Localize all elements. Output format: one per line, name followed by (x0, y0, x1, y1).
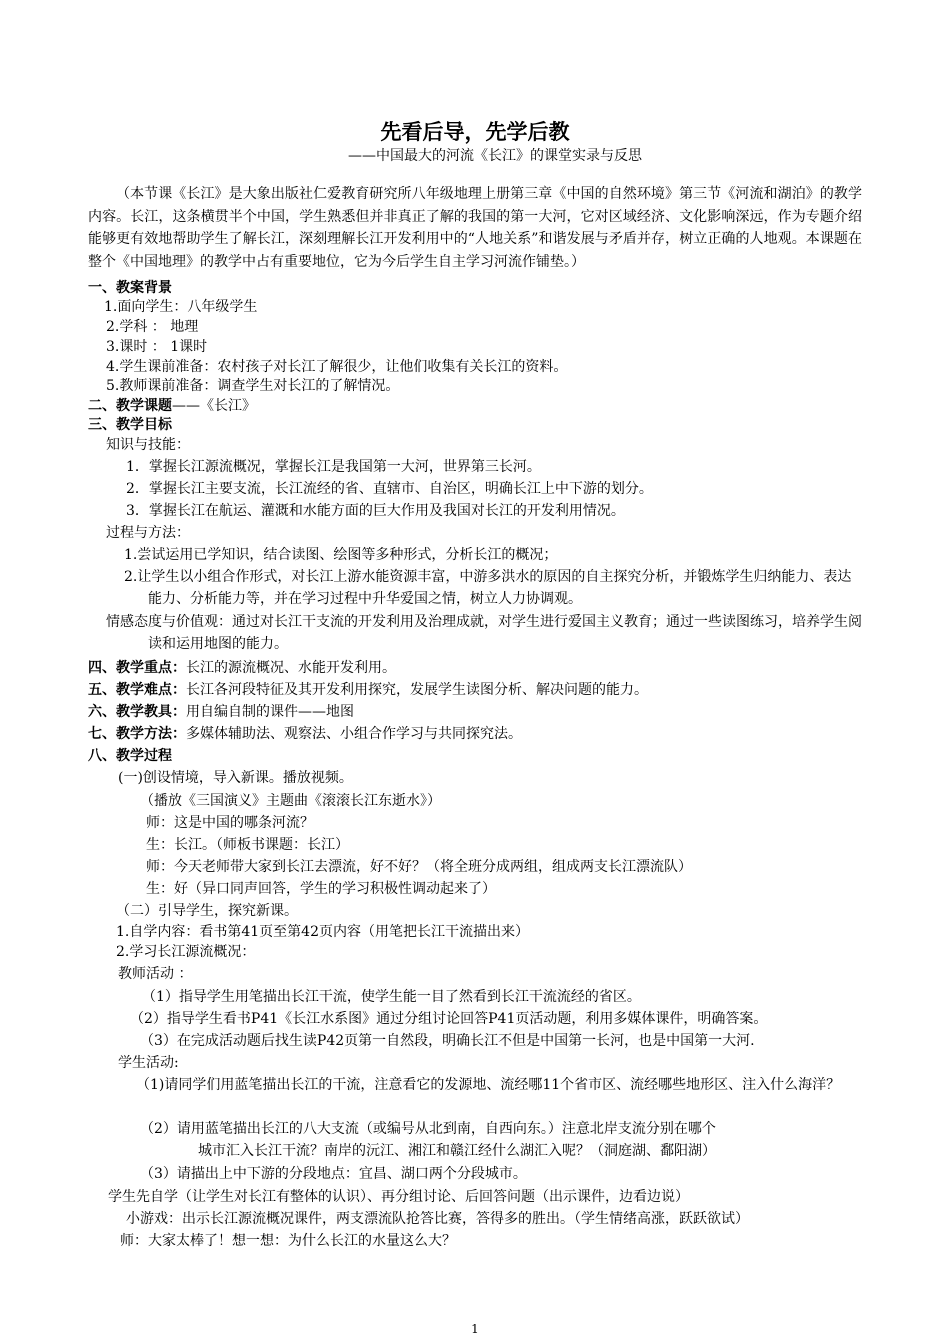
process-line: 2.学习长江源流概况： (116, 944, 256, 960)
background-item-3: 3.课时 ： 1课时 (106, 339, 208, 355)
process-line: 师：今天老师带大家到长江去漂流，好不好？（将全班分成两组，组成两支长江漂流队） (146, 859, 692, 875)
page-number: 1 (471, 1322, 479, 1336)
process-line: 生：长江。（师板书课题：长江） (146, 837, 349, 853)
student-activity-item: （3）请描出上中下游的分段地点：宜昌、湖口两个分段城市。 (140, 1166, 527, 1182)
process-line: 生：好（异口同声回答，学生的学习积极性调动起来了） (146, 881, 496, 897)
background-item-1: 1.面向学生：八年级学生 (104, 299, 258, 315)
process-part-1: (一)创设情境，导入新课。播放视频。 (118, 770, 353, 786)
background-item-2: 2.学科 ： 地理 (106, 319, 199, 335)
emotion-attitude-text: 情感态度与价值观：通过对长江干支流的开发利用及治理成就，对学生进行爱国主义教育；通过一些读图练习，培养学生阅读和运用地图的能力。 (106, 614, 862, 652)
knowledge-item-2: 2．掌握长江主要支流，长江流经的省、直辖市、自治区，明确长江上中下游的划分。 (126, 481, 653, 497)
process-part-2: （二）引导学生，探究新课。 (116, 903, 298, 919)
process-item-1: 1.尝试运用已学知识，结合读图、绘图等多种形式，分析长江的概况； (124, 547, 558, 563)
teacher-activity-label: 教师活动 ： (118, 966, 193, 982)
tools-text: 用自编自制的课件——地图 (186, 704, 354, 720)
teacher-activity-item: （1）指导学生用笔描出长江干流，使学生能一目了然看到长江干流流经的省区。 (142, 989, 641, 1005)
process-line: 1.自学内容：看书第41页至第42页内容（用笔把长江干流描出来） (116, 924, 529, 940)
section-heading-topic: 二、教学课题 (88, 398, 172, 414)
section-heading-background: 一、教案背景 (88, 280, 172, 296)
knowledge-item-1: 1．掌握长江源流概况，掌握长江是我国第一大河，世界第三长河。 (126, 459, 541, 475)
intro-paragraph: （本节课《长江》是大象出版社仁爱教育研究所八年级地理上册第三章《中国的自然环境》第三节《河流和湖泊》的教学内容。长江，这条横贯半个中国，学生熟悉但并非真正了解的我国的第一大河，它对区域经济、文化影响深远，作为专题介绍能够更有效地帮助学生了解长江，深刻理解长江开发利用中的“人地关系”和谐发展与矛盾并存，树立正确的人地观。本课题在整个《中国地理》的教学中占有重要地位，它为今后学生自主学习河流作铺垫。） (88, 186, 862, 270)
difficulties-text: 长江各河段特征及其开发利用探究，发展学生读图分析、解决问题的能力。 (186, 682, 648, 698)
methods-text: 多媒体辅助法、观察法、小组合作学习与共同探究法。 (186, 726, 522, 742)
process-line: 师：这是中国的哪条河流？ (146, 815, 314, 831)
section-heading-objectives: 三、教学目标 (88, 417, 172, 433)
process-line: 小游戏：出示长江源流概况课件，两支漂流队抢答比赛，答得多的胜出。（学生情绪高涨，跃跃欲试） (126, 1211, 749, 1227)
document-title: 先看后导，先学后教 (380, 120, 570, 144)
student-activity-item: （1)请同学们用蓝笔描出长江的干流，注意看它的发源地、流经哪11个省市区、流经哪些地形区、注入什么海洋？ (136, 1077, 841, 1093)
knowledge-item-3: 3．掌握长江在航运、灌溉和水能方面的巨大作用及我国对长江的开发利用情况。 (126, 503, 625, 519)
student-activity-label: 学生活动: (118, 1055, 179, 1071)
teacher-activity-item: （2）指导学生看书P41《长江水系图》通过分组讨论回答P41页活动题，利用多媒体课件，明确答案。 (130, 1011, 768, 1027)
background-item-4: 4.学生课前准备：农村孩子对长江了解很少，让他们收集有关长江的资料。 (106, 359, 568, 375)
section-difficulties-line (88, 679, 648, 701)
process-line: 学生先自学（让学生对长江有整体的认识）、再分组讨论、后回答问题（出示课件，边看边说） (108, 1189, 689, 1205)
teacher-activity-item: （3）在完成活动题后找生读P42页第一自然段，明确长江不但是中国第一长河，也是中国第一大河. (140, 1033, 755, 1049)
topic-text: ——《长江》 (172, 398, 256, 414)
process-line: （播放《三国演义》主题曲《滚滚长江东逝水》） (140, 793, 441, 809)
knowledge-label: 知识与技能： (106, 437, 190, 453)
section-tools-line (88, 701, 354, 723)
key-points-text: 长江的源流概况、水能开发利用。 (186, 660, 396, 676)
section-heading-tools: 六、教学教具： (88, 704, 186, 720)
section-heading-difficulties: 五、教学难点： (88, 682, 186, 698)
student-activity-item: （2）请用蓝笔描出长江的八大支流（或编号从北到南，自西向东。）注意北岸支流分别在哪个 (140, 1121, 716, 1137)
section-heading-process: 八、教学过程 (88, 748, 172, 764)
process-line: 师：大家太棒了！想一想：为什么长江的水量这么大？ (120, 1233, 456, 1249)
section-heading-methods: 七、教学方法： (88, 726, 186, 742)
document-subtitle: ——中国最大的河流《长江》的课堂实录与反思 (348, 148, 642, 164)
process-item-2: 2.让学生以小组合作形式，对长江上游水能资源丰富，中游多洪水的原因的自主探究分析，并锻炼学生归纳能力、表达能力、分析能力等，并在学习过程中升华爱国之情，树立人力协调观。 (124, 569, 852, 607)
section-methods-line (88, 723, 522, 745)
background-item-5: 5.教师课前准备：调查学生对长江的了解情况。 (106, 378, 400, 394)
section-heading-key-points: 四、教学重点： (88, 660, 186, 676)
section-key-points-line (88, 657, 396, 679)
student-activity-item-cont: 城市汇入长江干流？南岸的沅江、湘江和赣江经什么湖汇入呢？（洞庭湖、鄱阳湖） (198, 1143, 716, 1159)
process-label: 过程与方法： (106, 525, 190, 541)
